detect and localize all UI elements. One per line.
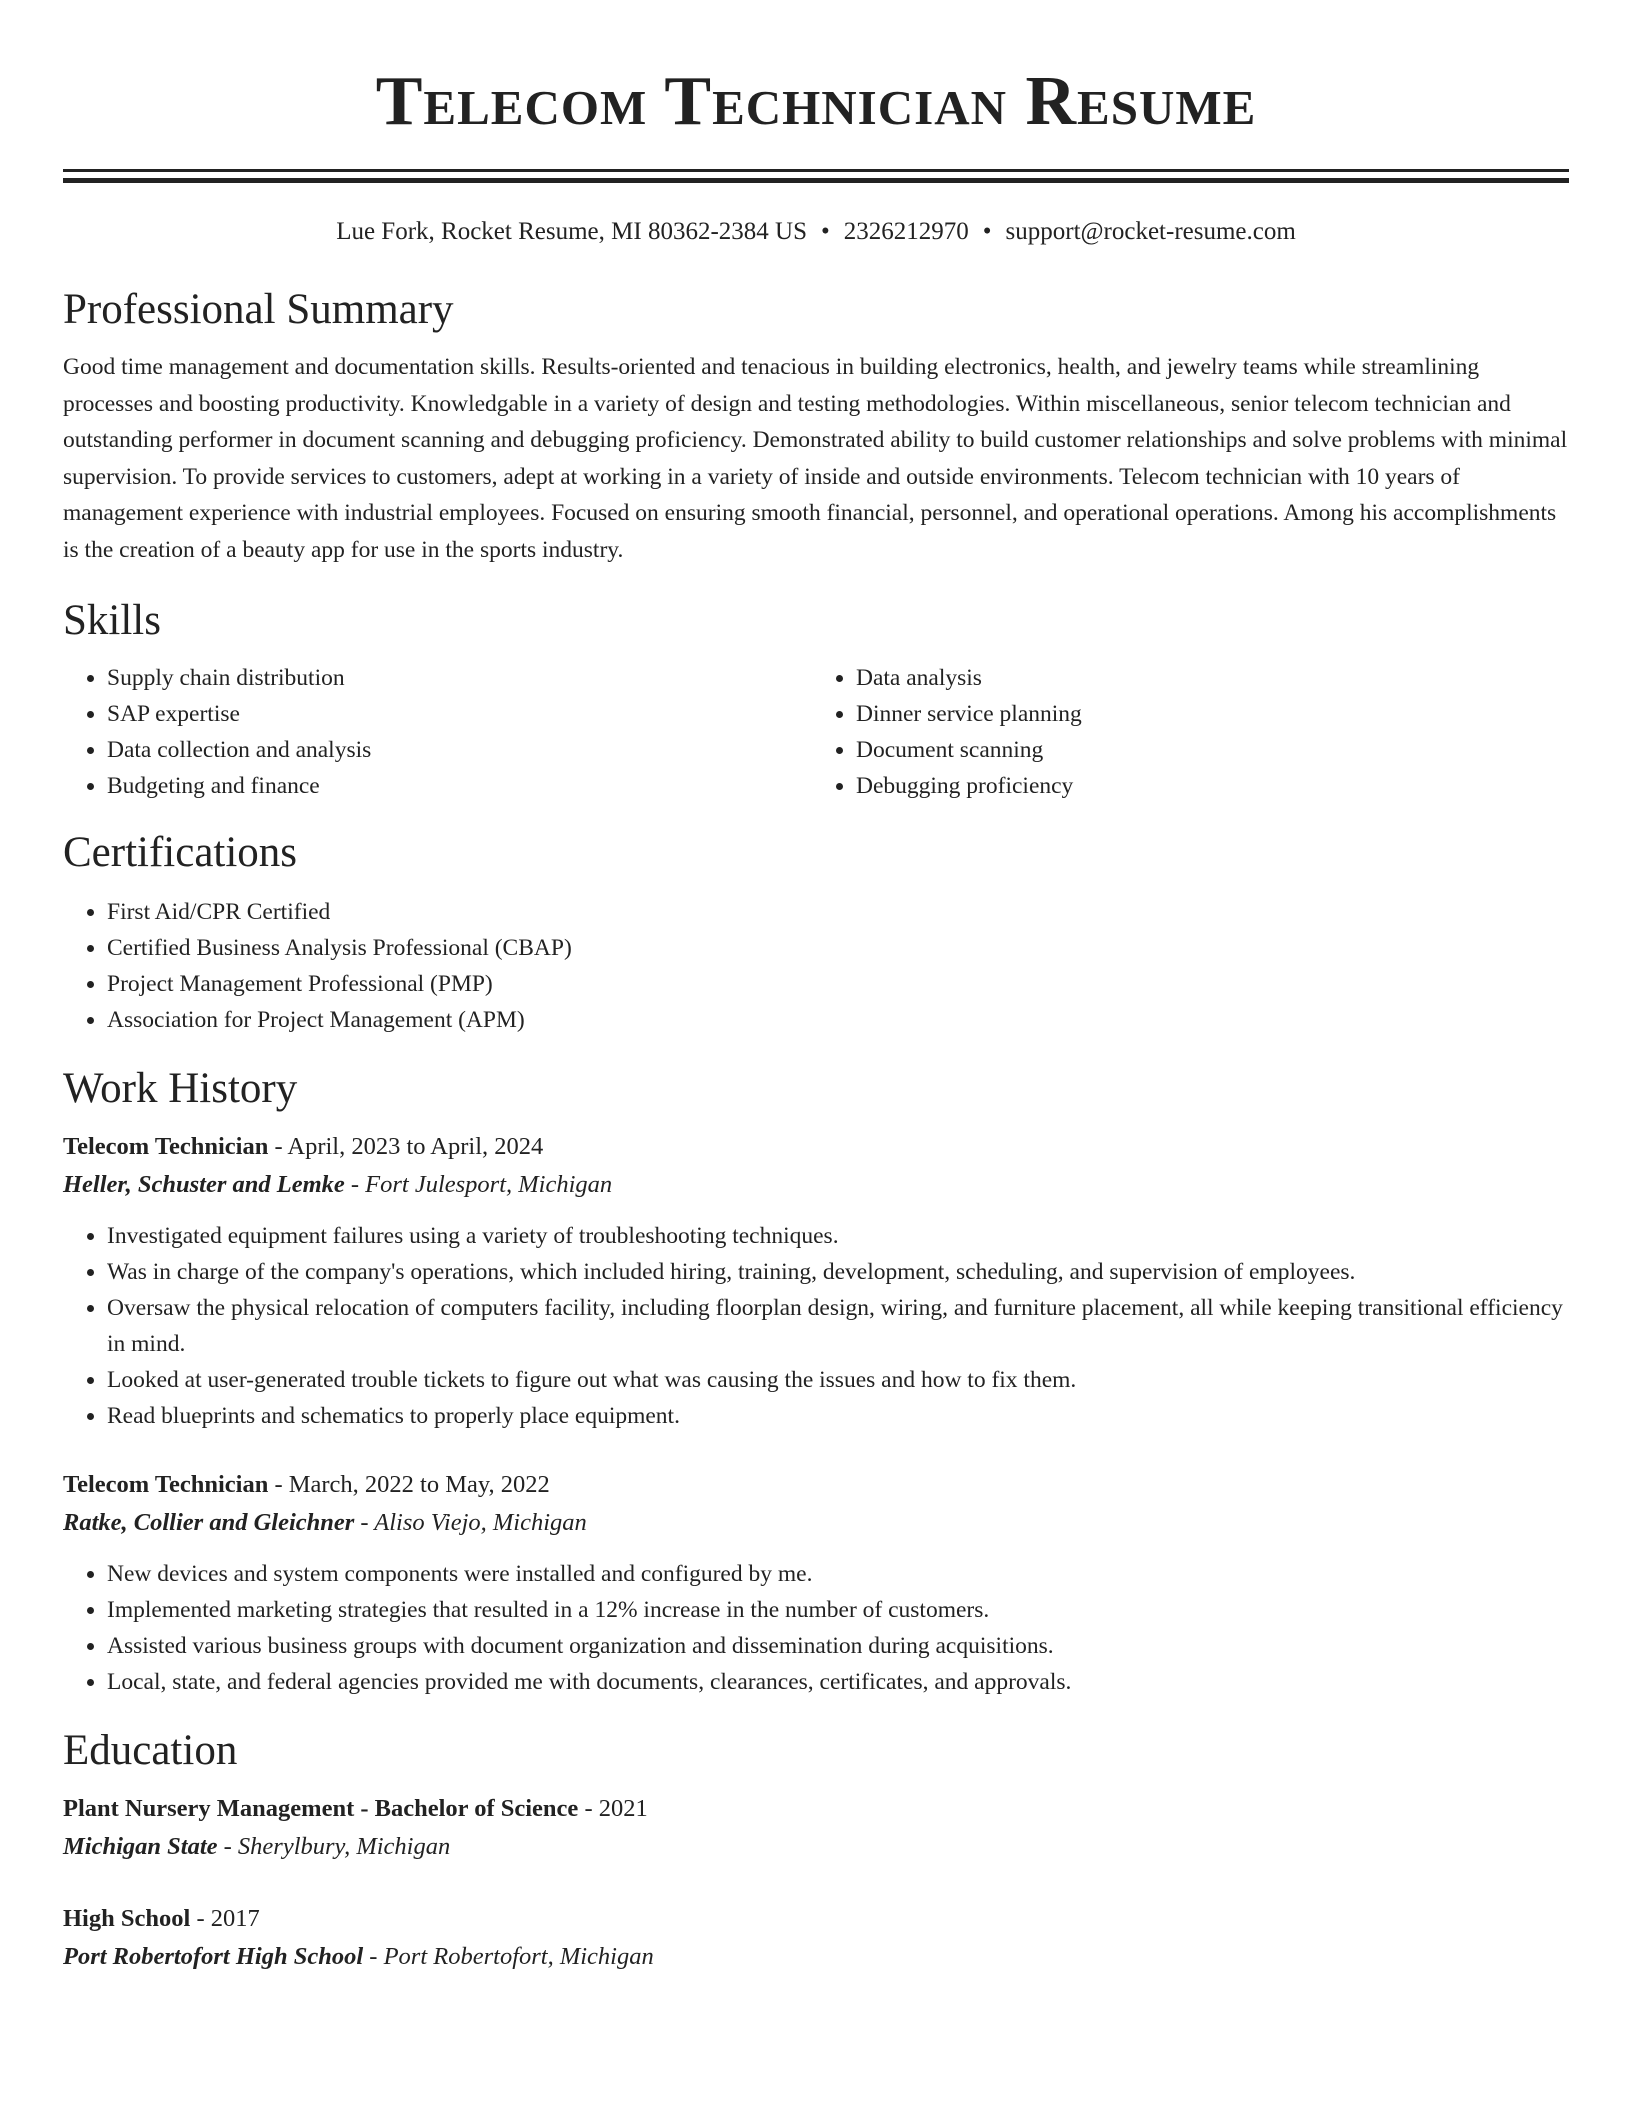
job-title-line [63,1128,1569,1166]
school-line [63,1938,1569,1976]
certifications-section [63,828,1569,1038]
job-entry [63,1128,1569,1434]
contact-separator: • [982,218,992,245]
job-dates: - April, 2023 to April, 2024 [274,1133,544,1160]
contact-email: support@rocket-resume.com [1005,218,1296,245]
work-history-section [63,1064,1569,1700]
skill-item: • Budgeting and finance [107,768,820,804]
school-name: Michigan State [63,1833,218,1860]
contact-phone: 2326212970 [843,218,969,245]
skills-columns [63,660,1569,804]
resume-title: Telecom Technician Resume [375,63,1257,140]
education-section [63,1726,1569,1976]
job-bullets [63,1218,1569,1434]
education-entry [63,1900,1569,1976]
certification-item: • Association for Project Management (APM) [107,1002,1569,1038]
skills-section [63,596,1569,804]
skills-heading: Skills [63,597,161,644]
job-entry [63,1466,1569,1700]
work-history-heading: Work History [63,1065,298,1112]
title-divider-bottom [63,178,1569,183]
education-entry [63,1790,1569,1866]
school-location: - Port Robertofort, Michigan [369,1943,654,1970]
skill-item: • Data collection and analysis [107,732,820,768]
job-bullet: • Was in charge of the company's operations, which included hiring, training, development, scheduling, and supervision of employees. [107,1254,1569,1290]
employer-location: - Aliso Viejo, Michigan [360,1509,587,1536]
contact-address: Lue Fork, Rocket Resume, MI 80362-2384 US [336,218,807,245]
education-heading: Education [63,1727,238,1774]
job-dates: - March, 2022 to May, 2022 [274,1471,550,1498]
employer-line [63,1166,1569,1204]
job-bullet: • Investigated equipment failures using a variety of troubleshooting techniques. [107,1218,1569,1254]
skill-item: • Document scanning [856,732,1569,768]
skill-item: • Dinner service planning [856,696,1569,732]
employer-name: Ratke, Collier and Gleichner [63,1509,355,1536]
contact-line [63,217,1569,247]
certification-item: • Certified Business Analysis Professional (CBAP) [107,930,1569,966]
skill-item: • SAP expertise [107,696,820,732]
job-bullets [63,1556,1569,1700]
school-name: Port Robertofort High School [63,1943,364,1970]
skill-item: • Supply chain distribution [107,660,820,696]
job-title: Telecom Technician [63,1133,269,1160]
job-bullet: • Looked at user-generated trouble tickets to figure out what was causing the issues and how to fix them. [107,1362,1569,1398]
job-bullet: • Oversaw the physical relocation of computers facility, including floorplan design, wiring, and furniture placement, all while keeping transitional efficiency in mind. [107,1290,1569,1362]
employer-line [63,1504,1569,1542]
school-line [63,1828,1569,1866]
degree-line [63,1790,1569,1828]
skill-item: • Data analysis [856,660,1569,696]
employer-name: Heller, Schuster and Lemke [63,1171,345,1198]
job-bullet: • Local, state, and federal agencies provided me with documents, clearances, certificates, and approvals. [107,1664,1569,1700]
certifications-heading: Certifications [63,829,298,876]
job-bullet: • Implemented marketing strategies that resulted in a 12% increase in the number of customers. [107,1592,1569,1628]
degree-name: High School [63,1905,191,1932]
school-location: - Sherylbury, Michigan [223,1833,451,1860]
summary-text: Good time management and documentation skills. Results-oriented and tenacious in building electronics, health, and jewelry teams while streamlining processes and boosting productivity. Knowledgable in a variety of design and testing methodologies. Within miscellaneous, senior telecom technician and outstanding performer in document scanning and debugging proficiency. Demonstrated ability to build customer relationships and solve problems with minimal supervision. To provide services to customers, adept at working in a variety of inside and outside environments. Telecom technician with 10 years of management experience with industrial employees. Focused on ensuring smooth financial, personnel, and operational operations. Among his accomplishments is the creation of a beauty app for use in the sports industry. [63,354,1568,563]
skills-list-right [820,660,1569,804]
certification-item: • First Aid/CPR Certified [107,894,1569,930]
contact-separator: • [820,218,830,245]
job-title: Telecom Technician [63,1471,269,1498]
degree-year: - 2017 [196,1905,260,1932]
degree-name: Plant Nursery Management - Bachelor of Science [63,1795,579,1822]
degree-year: - 2021 [584,1795,648,1822]
job-bullet: • Read blueprints and schematics to properly place equipment. [107,1398,1569,1434]
certifications-list [63,894,1569,1038]
title-divider-top [63,169,1569,172]
job-title-line [63,1466,1569,1504]
job-bullet: • Assisted various business groups with document organization and dissemination during acquisitions. [107,1628,1569,1664]
skill-item: • Debugging proficiency [856,768,1569,804]
summary-heading: Professional Summary [63,286,454,333]
skills-list-left [63,660,820,804]
degree-line [63,1900,1569,1938]
certification-item: • Project Management Professional (PMP) [107,966,1569,1002]
employer-location: - Fort Julesport, Michigan [350,1171,613,1198]
job-bullet: • New devices and system components were installed and configured by me. [107,1556,1569,1592]
summary-section [63,285,1569,568]
